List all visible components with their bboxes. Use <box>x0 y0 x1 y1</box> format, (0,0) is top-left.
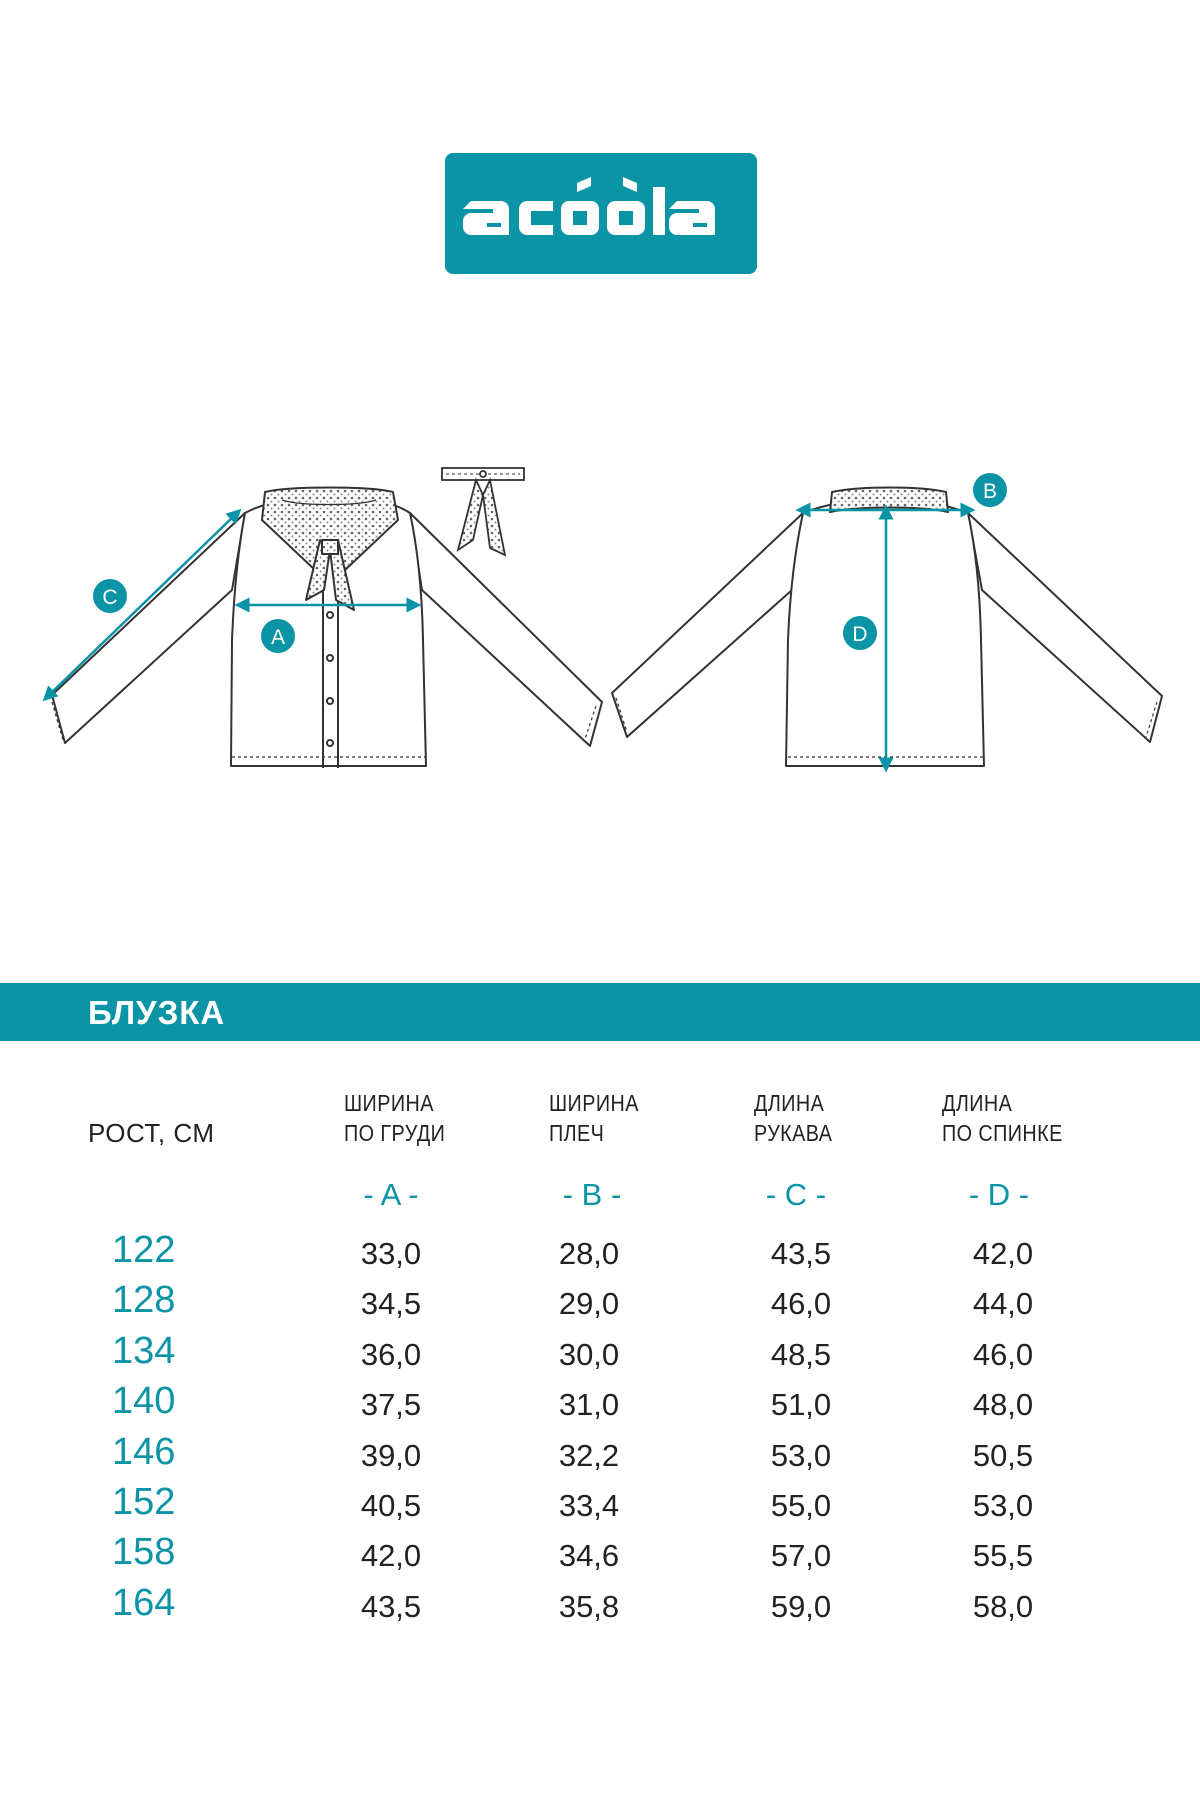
cell-shoulders: 29,0 <box>558 1286 620 1322</box>
cell-sleeve: 43,5 <box>770 1236 832 1271</box>
title-band <box>0 983 1200 1041</box>
marker-a <box>261 619 295 653</box>
svg-text:C: C <box>102 586 118 609</box>
row-height: 158 <box>112 1531 176 1574</box>
row-height: 122 <box>112 1229 176 1271</box>
column-letter-d: - D - <box>968 1177 1030 1212</box>
cell-back-length: 50,5 <box>972 1437 1034 1473</box>
cell-sleeve: 53,0 <box>770 1437 832 1473</box>
table-row <box>0 1228 1200 1278</box>
cell-chest: 40,5 <box>360 1487 422 1523</box>
row-height: 128 <box>112 1279 176 1322</box>
cell-chest: 34,5 <box>360 1286 422 1322</box>
row-height: 152 <box>112 1480 176 1523</box>
cell-sleeve: 55,0 <box>770 1487 832 1523</box>
cell-back-length: 55,5 <box>972 1538 1034 1574</box>
column-header-sleeve: ДЛИНА РУКАВА <box>754 1090 833 1146</box>
column-letter-a: - A - <box>363 1177 419 1212</box>
brand-logo <box>445 153 757 274</box>
row-height: 134 <box>112 1329 176 1372</box>
cell-shoulders: 28,0 <box>558 1236 620 1271</box>
cell-sleeve: 59,0 <box>770 1588 832 1624</box>
table-row <box>0 1278 1200 1328</box>
cell-chest: 37,5 <box>360 1387 422 1423</box>
row-height: 146 <box>112 1430 176 1473</box>
marker-d <box>843 616 877 650</box>
marker-c <box>93 579 127 613</box>
cell-sleeve: 46,0 <box>770 1286 832 1322</box>
cell-shoulders: 30,0 <box>558 1336 620 1372</box>
size-table <box>0 1228 1200 1631</box>
cell-shoulders: 35,8 <box>558 1588 620 1624</box>
garment-sketch <box>0 440 1200 800</box>
column-letter-b: - B - <box>562 1177 622 1212</box>
table-row <box>0 1581 1200 1631</box>
column-header-chest: ШИРИНА ПО ГРУДИ <box>344 1090 446 1146</box>
cell-back-length: 46,0 <box>972 1336 1034 1372</box>
table-row <box>0 1430 1200 1480</box>
column-header-shoulders: ШИРИНА ПЛЕЧ <box>549 1090 639 1146</box>
tie-detail <box>442 468 524 555</box>
table-row <box>0 1379 1200 1429</box>
svg-text:D: D <box>852 623 868 646</box>
svg-text:A: A <box>270 626 286 649</box>
marker-b <box>973 473 1007 507</box>
svg-text:B: B <box>982 480 998 503</box>
cell-shoulders: 34,6 <box>558 1538 620 1574</box>
cell-shoulders: 31,0 <box>558 1387 620 1423</box>
column-letter-c: - C - <box>765 1177 827 1212</box>
cell-shoulders: 32,2 <box>558 1437 620 1473</box>
cell-back-length: 48,0 <box>972 1387 1034 1423</box>
product-title: БЛУЗКА <box>88 994 226 1031</box>
cell-sleeve: 51,0 <box>770 1387 832 1423</box>
cell-sleeve: 57,0 <box>770 1538 832 1574</box>
cell-back-length: 42,0 <box>972 1236 1034 1271</box>
cell-chest: 42,0 <box>360 1538 422 1574</box>
height-header: РОСТ, СМ <box>88 1118 215 1148</box>
table-row <box>0 1329 1200 1379</box>
row-height: 164 <box>112 1581 176 1624</box>
row-height: 140 <box>112 1380 176 1423</box>
front-view <box>52 488 602 769</box>
cell-back-length: 44,0 <box>972 1286 1034 1322</box>
cell-back-length: 53,0 <box>972 1487 1034 1523</box>
cell-chest: 39,0 <box>360 1437 422 1473</box>
cell-chest: 33,0 <box>360 1236 422 1271</box>
cell-shoulders: 33,4 <box>558 1487 620 1523</box>
cell-sleeve: 48,5 <box>770 1336 832 1372</box>
cell-chest: 43,5 <box>360 1588 422 1624</box>
column-header-back-length: ДЛИНА ПО СПИНКЕ <box>942 1090 1063 1146</box>
cell-chest: 36,0 <box>360 1336 422 1372</box>
table-row <box>0 1530 1200 1580</box>
cell-back-length: 58,0 <box>972 1588 1034 1624</box>
table-row <box>0 1480 1200 1530</box>
